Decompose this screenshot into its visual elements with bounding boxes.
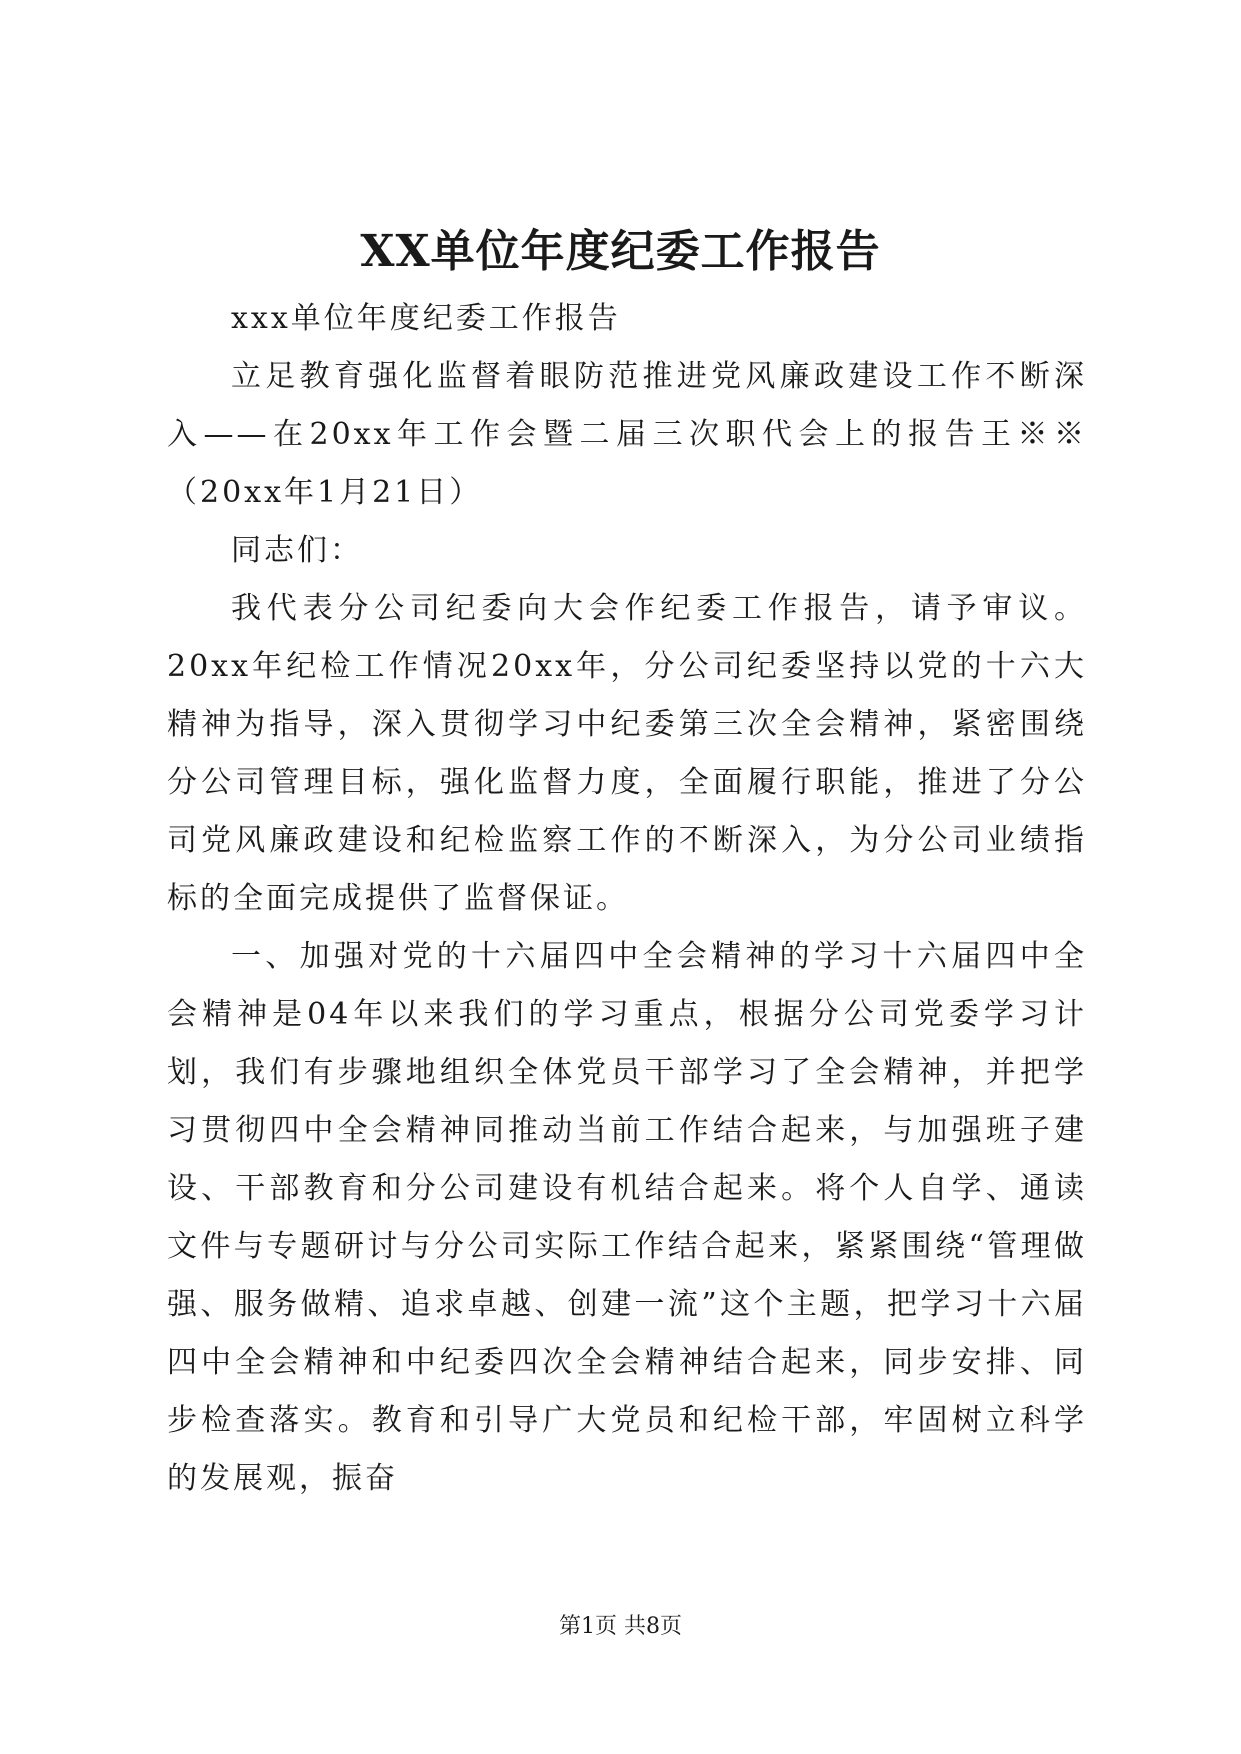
- document-title: XX单位年度纪委工作报告: [360, 226, 881, 277]
- document-body: [167, 290, 1087, 1508]
- page-number-footer: 第1页 共8页: [559, 1614, 682, 1639]
- paragraph-intro: 我代表分公司纪委向大会作纪委工作报告，请予审议。20xx年纪检工作情况20xx年，分公司纪委坚持以党的十六大精神为指导，深入贯彻学习中纪委第三次全会精神，紧密围绕分公司管理目标，强化监督力度，全面履行职能，推进了分公司党风廉政建设和纪检监察工作的不断深入，为分公司业绩指标的全面完成提供了监督保证。: [167, 591, 1087, 916]
- paragraph-subtitle: xxx单位年度纪委工作报告: [231, 301, 621, 336]
- paragraph-section-one: 一、加强对党的十六届四中全会精神的学习十六届四中全会精神是04年以来我们的学习重点，根据分公司党委学习计划，我们有步骤地组织全体党员干部学习了全会精神，并把学习贯彻四中全会精神同推动当前工作结合起来，与加强班子建设、干部教育和分公司建设有机结合起来。将个人自学、通读文件与专题研讨与分公司实际工作结合起来，紧紧围绕“管理做强、服务做精、追求卓越、创建一流”这个主题，把学习十六届四中全会精神和中纪委四次全会精神结合起来，同步安排、同步检查落实。教育和引导广大党员和纪检干部，牢固树立科学的发展观，振奋: [167, 939, 1087, 1496]
- paragraph-report-heading: 立足教育强化监督着眼防范推进党风廉政建设工作不断深入——在20xx年工作会暨二届三次职代会上的报告王※※（20xx年1月21日）: [167, 359, 1087, 510]
- paragraph-salutation: 同志们：: [231, 533, 363, 568]
